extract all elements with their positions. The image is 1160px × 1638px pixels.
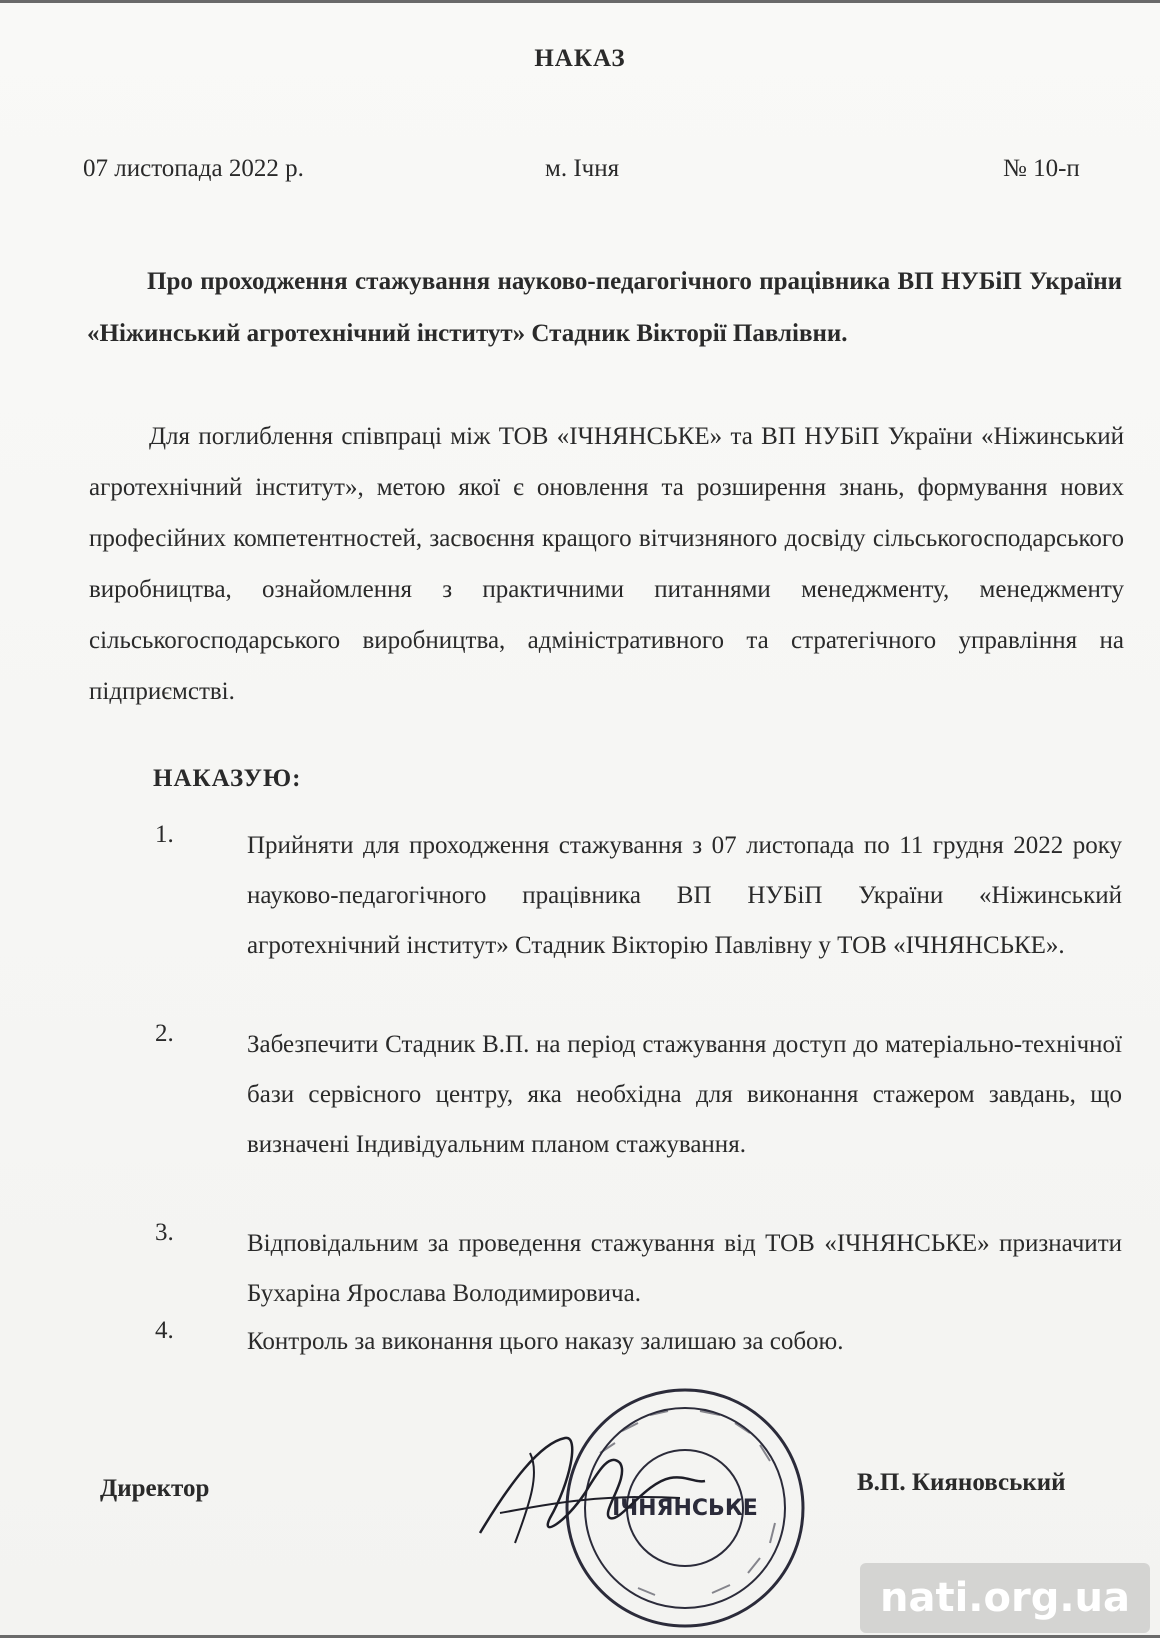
order-item-text: Відповідальним за проведення стажування від ТОВ «ІЧНЯНСЬКЕ» призначити Бухаріна Ярослава Володимировича. xyxy=(247,1230,1122,1307)
document-subject: Про проходження стажування науково-педагогічного працівника ВП НУБіП України «Ніжинський агротехнічний інститут» Стадник Вікторії Павлівни. xyxy=(87,268,1122,347)
director-signature xyxy=(470,1423,710,1553)
order-item-text: Забезпечити Стадник В.П. на період стажування доступ до матеріально-технічної бази сервісного центру, яка необхідна для виконання стажером завдань, що визначені Індивідуальним планом стажування. xyxy=(247,1031,1122,1158)
order-heading: НАКАЗУЮ: xyxy=(153,765,302,792)
document-preamble: Для поглиблення співпраці між ТОВ «ІЧНЯНСЬКЕ» та ВП НУБіП України «Ніжинський агротехнічний інститут», метою якої є оновлення та розширення знань, формування нових професійних компетентностей, засвоєння кращого вітчизняного досвіду сільськогосподарського виробництва, ознайомлення з практичними питаннями менеджменту, менеджменту сільськогосподарського виробництва, адміністративного та стратегічного управління на підприємстві. xyxy=(89,423,1124,705)
order-item-number: 1. xyxy=(155,821,174,848)
order-item-text: Прийняти для проходження стажування з 07 листопада по 11 грудня 2022 року науково-педагогічного працівника ВП НУБіП України «Ніжинський агротехнічний інститут» Стадник Вікторію Павлівну у ТОВ «ІЧНЯНСЬКЕ». xyxy=(247,832,1122,959)
order-item-number: 2. xyxy=(155,1020,174,1047)
document-city: м. Ічня xyxy=(545,155,620,182)
document-date: 07 листопада 2022 р. xyxy=(83,155,304,182)
stamp-center-text: ІЧНЯНСЬКЕ xyxy=(612,1496,758,1521)
signer-role: Директор xyxy=(100,1475,210,1502)
signer-name: В.П. Кияновський xyxy=(857,1469,1066,1496)
document-number: № 10-п xyxy=(1003,155,1080,182)
order-item-number: 4. xyxy=(155,1317,174,1344)
order-item-text: Контроль за виконання цього наказу залишаю за собою. xyxy=(247,1328,844,1355)
document-title: НАКАЗ xyxy=(534,45,626,72)
order-item-number: 3. xyxy=(155,1219,174,1246)
site-watermark: nati.org.ua xyxy=(860,1563,1150,1633)
